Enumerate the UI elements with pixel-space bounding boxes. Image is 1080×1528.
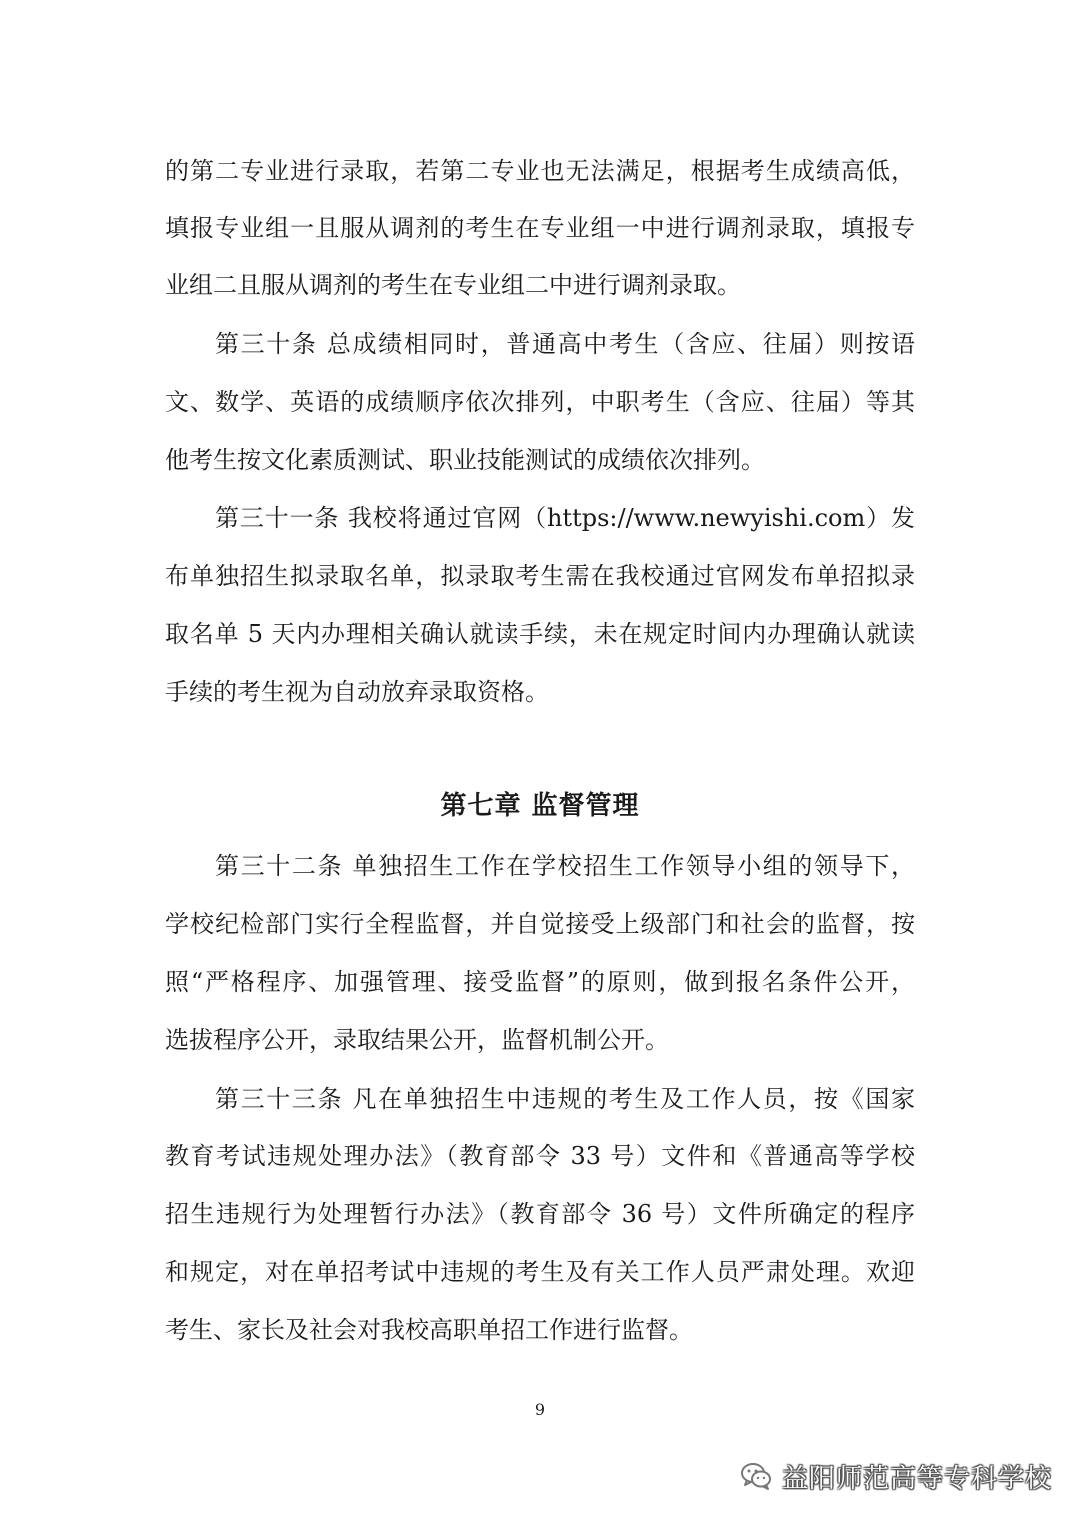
paragraph-line: 第三十二条 单独招生工作在学校招生工作领导小组的领导下， xyxy=(215,852,915,880)
paragraph-line: 填报专业组一且服从调剂的考生在专业组一中进行调剂录取，填报专 xyxy=(165,214,915,242)
paragraph-line: 考生、家长及社会对我校高职单招工作进行监督。 xyxy=(165,1316,693,1344)
paragraph-line: 照“严格程序、加强管理、接受监督”的原则，做到报名条件公开， xyxy=(165,968,915,996)
wechat-icon xyxy=(738,1458,774,1494)
paragraph-line: 第三十条 总成绩相同时，普通高中考生（含应、往届）则按语 xyxy=(215,330,915,358)
paragraph-line: 业组二且服从调剂的考生在专业组二中进行调剂录取。 xyxy=(165,271,741,299)
wechat-watermark xyxy=(738,1456,1052,1496)
paragraph-line: 招生违规行为处理暂行办法》（教育部令 36 号）文件所确定的程序 xyxy=(165,1200,915,1228)
paragraph-line: 手续的考生视为自动放弃录取资格。 xyxy=(165,678,549,706)
page-number: 9 xyxy=(534,1400,546,1419)
paragraph-line: 取名单 5 天内办理相关确认就读手续，未在规定时间内办理确认就读 xyxy=(165,620,915,648)
watermark-text: 益阳师范高等专科学校 xyxy=(782,1463,1053,1494)
paragraph-line: 教育考试违规处理办法》（教育部令 33 号）文件和《普通高等学校 xyxy=(165,1142,915,1170)
paragraph-line: 的第二专业进行录取，若第二专业也无法满足，根据考生成绩高低， xyxy=(165,157,915,185)
paragraph-line: 文、数学、英语的成绩顺序依次排列，中职考生（含应、往届）等其 xyxy=(165,388,915,416)
paragraph-line: 和规定，对在单招考试中违规的考生及有关工作人员严肃处理。欢迎 xyxy=(165,1258,915,1286)
paragraph-line: 选拔程序公开，录取结果公开，监督机制公开。 xyxy=(165,1026,669,1054)
paragraph-line: 布单独招生拟录取名单，拟录取考生需在我校通过官网发布单招拟录 xyxy=(165,562,915,590)
chapter-heading: 第七章 监督管理 xyxy=(440,791,640,821)
paragraph-line: 第三十一条 我校将通过官网（https://www.newyishi.com）发 xyxy=(215,504,915,532)
paragraph-line: 第三十三条 凡在单独招生中违规的考生及工作人员，按《国家 xyxy=(215,1085,915,1113)
paragraph-line: 他考生按文化素质测试、职业技能测试的成绩依次排列。 xyxy=(165,446,765,474)
paragraph-line: 学校纪检部门实行全程监督，并自觉接受上级部门和社会的监督，按 xyxy=(165,910,915,938)
